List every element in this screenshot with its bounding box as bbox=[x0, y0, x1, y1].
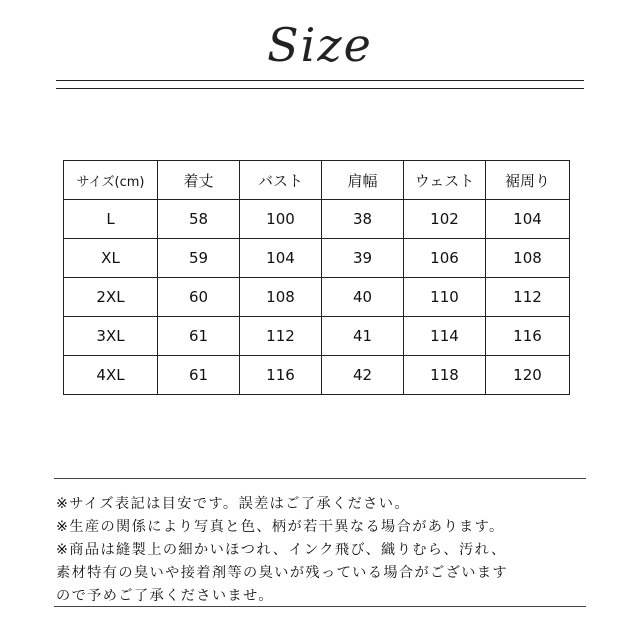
table-cell: 41 bbox=[322, 317, 404, 356]
table-cell: 61 bbox=[158, 317, 240, 356]
table-cell: 108 bbox=[240, 278, 322, 317]
title-divider-bottom bbox=[56, 88, 584, 89]
table-cell: 58 bbox=[158, 200, 240, 239]
page-title: Size bbox=[267, 18, 373, 72]
table-row bbox=[64, 317, 570, 356]
note-line: ※生産の関係により写真と色、柄が若干異なる場合があります。 bbox=[56, 519, 505, 535]
table-cell: 118 bbox=[404, 356, 486, 395]
table-cell: 116 bbox=[486, 317, 570, 356]
table-cell: 100 bbox=[240, 200, 322, 239]
table-cell: 112 bbox=[486, 278, 570, 317]
table-cell: 39 bbox=[322, 239, 404, 278]
table-cell: 3XL bbox=[64, 317, 158, 356]
table-cell: 112 bbox=[240, 317, 322, 356]
header-size: サイズ(cm) bbox=[64, 161, 158, 200]
table-header-row bbox=[64, 161, 570, 200]
table-cell: 120 bbox=[486, 356, 570, 395]
table-cell: XL bbox=[64, 239, 158, 278]
table-cell: 4XL bbox=[64, 356, 158, 395]
header-waist: ウェスト bbox=[404, 161, 486, 200]
note-line: ※サイズ表記は目安です。誤差はご了承ください。 bbox=[56, 496, 410, 512]
header-shoulder: 肩幅 bbox=[322, 161, 404, 200]
size-table bbox=[63, 160, 570, 395]
header-hem: 裾周り bbox=[486, 161, 570, 200]
table-cell: 114 bbox=[404, 317, 486, 356]
note-line: ※商品は縫製上の細かいほつれ、インク飛び、織りむら、汚れ、 bbox=[56, 542, 507, 558]
notes-box bbox=[54, 478, 586, 607]
table-cell: 106 bbox=[404, 239, 486, 278]
table-cell: L bbox=[64, 200, 158, 239]
table-row bbox=[64, 200, 570, 239]
table-row bbox=[64, 239, 570, 278]
table-cell: 59 bbox=[158, 239, 240, 278]
table-cell: 42 bbox=[322, 356, 404, 395]
header-length: 着丈 bbox=[158, 161, 240, 200]
table-cell: 102 bbox=[404, 200, 486, 239]
title-divider-top bbox=[56, 80, 584, 81]
note-line: 素材特有の臭いや接着剤等の臭いが残っている場合がございます bbox=[56, 565, 509, 581]
table-cell: 60 bbox=[158, 278, 240, 317]
note-line: ので予めご了承くださいませ。 bbox=[56, 588, 274, 604]
table-cell: 116 bbox=[240, 356, 322, 395]
table-cell: 38 bbox=[322, 200, 404, 239]
table-row bbox=[64, 356, 570, 395]
table-cell: 61 bbox=[158, 356, 240, 395]
table-cell: 40 bbox=[322, 278, 404, 317]
table-cell: 110 bbox=[404, 278, 486, 317]
table-cell: 2XL bbox=[64, 278, 158, 317]
header-bust: バスト bbox=[240, 161, 322, 200]
table-cell: 104 bbox=[486, 200, 570, 239]
table-row bbox=[64, 278, 570, 317]
table-cell: 108 bbox=[486, 239, 570, 278]
table-cell: 104 bbox=[240, 239, 322, 278]
